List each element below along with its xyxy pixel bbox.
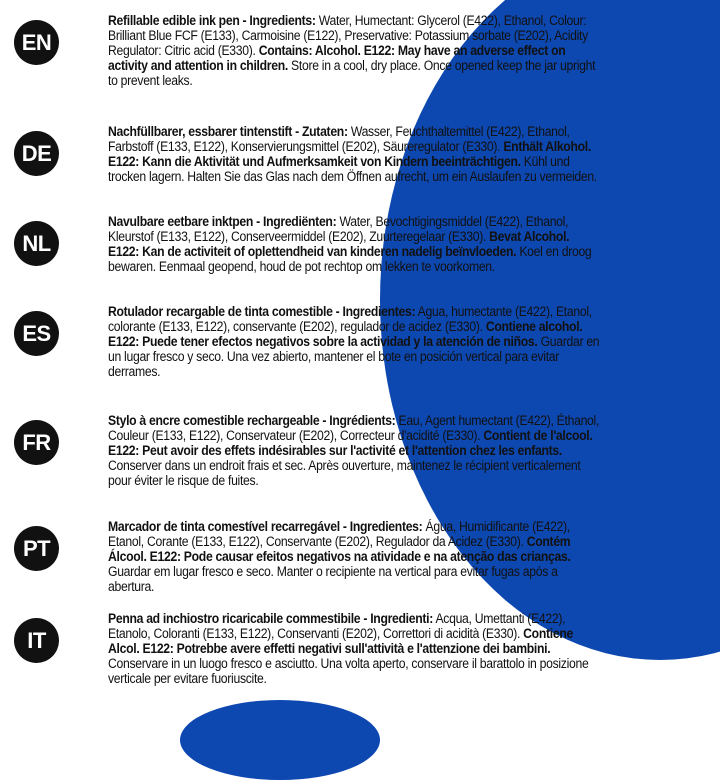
section-text <box>108 215 603 275</box>
storage-text: Conservare in un luogo fresco e asciutto. Una volta aperto, conservare il barattolo in posizione verticale per evitare fuoriuscite. <box>108 656 589 688</box>
ingredients-text: Water, Humectant: Glycerol (E422), Ethanol, Colour: Brilliant Blue FCF (E133), Carmoisine (E122), Preservative: Potassium sorbate (E202), Acidity Regulator: Citric acid (E330). <box>108 13 588 60</box>
section-it <box>27 611 603 688</box>
section-text <box>108 305 603 380</box>
section-text <box>108 520 603 595</box>
product-title: Penna ad inchiostro ricaricabile commestibile - Ingredienti: <box>108 611 434 627</box>
language-badge-es: ES <box>14 311 59 356</box>
section-pt <box>22 519 603 596</box>
warning-text: Contiene alcohol. E122: Puede tener efectos negativos sobre la actividad y la atención de niños. <box>108 319 583 351</box>
storage-text: Store in a cool, dry place. Once opened keep the jar upright to prevent leaks. <box>108 58 596 90</box>
ingredients-text: Wasser, Feuchthaltemittel (E422), Ethanol, Farbstoff (E133, E122), Konservierungsmittel (E202), Säureregulator (E330). <box>108 124 570 156</box>
language-badge-nl: NL <box>14 221 59 266</box>
section-nl <box>22 214 603 276</box>
ingredients-text: Eau, Agent humectant (E422), Éthanol, Couleur (E133, E122), Conservateur (E202), Correcteur d'acidité (E330). <box>108 413 600 445</box>
product-title: Stylo à encre comestible rechargeable - Ingrédients: <box>108 413 396 429</box>
language-badge-pt: PT <box>14 526 59 571</box>
product-title: Navulbare eetbare inktpen - Ingrediënten: <box>108 214 337 230</box>
ingredients-text: Acqua, Umettanti (E422), Etanolo, Coloranti (E133, E122), Conservanti (E202), Correttori di acidità (E330). <box>108 611 566 643</box>
product-title: Rotulador recargable de tinta comestible - Ingredientes: <box>108 304 416 320</box>
warning-text: Contient de l'alcool. E122: Peut avoir des effets indésirables sur l'activité et l'attention chez les enfants. <box>108 428 593 460</box>
storage-text: Kühl und trocken lagern. Halten Sie das Glas nach dem Öffnen aufrecht, um ein Auslaufen zu vermeiden. <box>108 154 597 186</box>
section-es <box>22 304 603 381</box>
storage-text: Conserver dans un endroit frais et sec. Après ouverture, maintenez le récipient verticalement pour éviter le risque de fuites. <box>108 458 581 490</box>
ingredients-text: Agua, humectante (E422), Etanol, colorante (E133, E122), conservante (E202), regulador de acidez (E330). <box>108 304 592 336</box>
section-text <box>108 125 603 185</box>
ingredients-text: Water, Bevochtigingsmiddel (E422), Ethanol, Kleurstof (E133, E122), Conserveermiddel (E202), Zuurteregelaar (E330). <box>108 214 569 246</box>
blue-decorative-shape-bottom <box>180 700 380 780</box>
section-text <box>108 14 603 89</box>
storage-text: Guardar en un lugar fresco y seco. Una vez abierto, mantener el bote en posición vertical para evitar derrames. <box>108 334 600 381</box>
storage-text: Koel en droog bewaren. Eenmaal geopend, houd de pot rechtop om lekken te voorkomen. <box>108 244 592 276</box>
storage-text: Guardar em lugar fresco e seco. Manter o recipiente na vertical para evitar fugas após a abertura. <box>108 564 558 596</box>
warning-text: Enthält Alkohol. E122: Kann die Aktivität und Aufmerksamkeit von Kindern beeinträchtigen. <box>108 139 591 171</box>
section-text <box>108 414 603 489</box>
section-de <box>21 124 603 186</box>
warning-text: Bevat Alcohol. E122: Kan de activiteit of oplettendheid van kinderen nadelig beïnvloeden. <box>108 229 570 261</box>
product-title: Nachfüllbarer, essbarer tintenstift - Zutaten: <box>108 124 348 140</box>
product-title: Refillable edible ink pen - Ingredients: <box>108 13 316 29</box>
product-title: Marcador de tinta comestível recarregável - Ingredientes: <box>108 519 423 535</box>
language-badge-en: EN <box>14 20 59 65</box>
language-badge-it: IT <box>14 618 59 663</box>
warning-text: Contém Álcool. E122: Pode causar efeitos negativos na atividade e na atenção das crianças. <box>108 534 571 566</box>
language-badge-fr: FR <box>14 420 59 465</box>
section-fr <box>22 413 603 490</box>
language-badge-de: DE <box>14 131 59 176</box>
section-text <box>108 612 603 687</box>
ingredients-text: Água, Humidificante (E422), Etanol, Corante (E133, E122), Conservante (E202), Regulador da Acidez (E330). <box>108 519 570 551</box>
warning-text: Contains: Alcohol. E122: May have an adverse effect on activity and attention in children. <box>108 43 566 75</box>
warning-text: Contiene Alcol. E122: Potrebbe avere effetti negativi sull'attività e l'attenzione dei bambini. <box>108 626 573 658</box>
section-en <box>21 13 603 90</box>
